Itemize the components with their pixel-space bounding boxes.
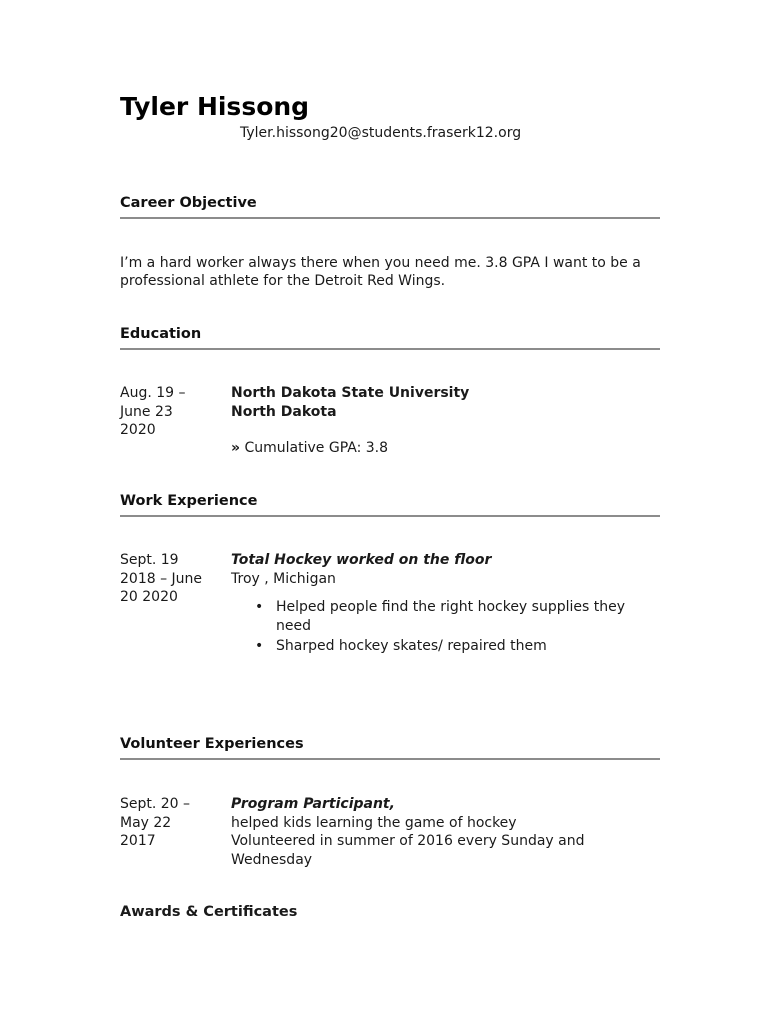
- work-date-line: Sept. 19: [120, 552, 179, 568]
- candidate-email: Tyler.hissong20@students.fraserk12.org: [240, 125, 522, 141]
- work-experience-heading: Work Experience: [120, 492, 660, 517]
- volunteer-title: Program Participant,: [231, 796, 395, 812]
- education-date-line: June 23: [120, 403, 173, 420]
- work-date-line: 20 2020: [120, 589, 178, 605]
- volunteer-heading: Volunteer Experiences: [120, 735, 660, 760]
- volunteer-line: helped kids learning the game of hockey: [231, 814, 517, 831]
- education-details: [231, 384, 661, 458]
- volunteer-details: [231, 795, 661, 869]
- career-objective-text: I’m a hard worker always there when you need me. 3.8 GPA I want to be a professional athlete for the Detroit Red Wings.: [120, 255, 641, 289]
- volunteer-date-line: May 22: [120, 814, 172, 831]
- raquo-marker-icon: »: [231, 440, 241, 456]
- work-bullet-text: Helped people find the right hockey supplies they need: [276, 599, 626, 634]
- work-details: [231, 551, 661, 658]
- work-title: Total Hockey worked on the floor: [231, 552, 492, 568]
- education-school: North Dakota State University: [231, 385, 470, 401]
- education-location: North Dakota: [231, 403, 337, 420]
- work-date-line: 2018 – June: [120, 570, 203, 587]
- candidate-name: Tyler Hissong: [120, 92, 310, 121]
- list-item: [255, 637, 661, 656]
- work-dates: [120, 551, 220, 607]
- career-objective-heading: Career Objective: [120, 194, 660, 219]
- bullet-icon: •: [255, 638, 264, 654]
- education-heading: Education: [120, 325, 660, 350]
- education-gpa: [231, 439, 661, 458]
- volunteer-date-line: 2017: [120, 833, 156, 849]
- volunteer-dates: [120, 795, 220, 851]
- bullet-icon: •: [255, 599, 264, 615]
- work-bullet-text: Sharped hockey skates/ repaired them: [276, 638, 547, 654]
- awards-heading: Awards & Certificates: [120, 904, 298, 920]
- education-dates: [120, 384, 220, 440]
- volunteer-line: Volunteered in summer of 2016 every Sunday and Wednesday: [231, 833, 585, 868]
- work-location: Troy , Michigan: [231, 570, 336, 587]
- education-date-line: Aug. 19 –: [120, 385, 186, 401]
- list-item: [255, 598, 661, 635]
- volunteer-date-line: Sept. 20 –: [120, 796, 191, 812]
- work-bullet-list: [231, 598, 661, 656]
- education-date-line: 2020: [120, 422, 156, 438]
- education-gpa-text: Cumulative GPA: 3.8: [244, 440, 389, 456]
